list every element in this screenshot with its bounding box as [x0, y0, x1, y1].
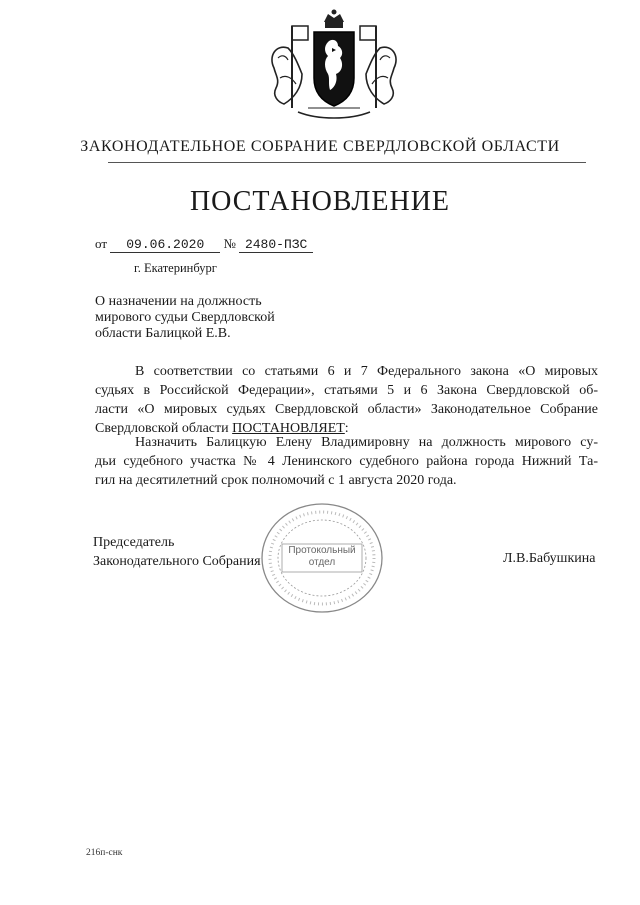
body-line: Назначить Балицкую Елену Владимировну на должность мирового су- [135, 435, 598, 450]
coat-of-arms-emblem [258, 8, 410, 124]
subject-line: мирового судьи Свердловской [95, 310, 275, 325]
date-prefix: от [95, 236, 108, 251]
body-line: В соответствии со статьями 6 и 7 Федерального закона «О мировых [135, 364, 598, 379]
signatory-title-line: Председатель [93, 535, 175, 550]
stamp-text: Протокольный [288, 545, 356, 556]
resolves-keyword: ПОСТАНОВЛЯЕТ [232, 421, 345, 436]
signatory-title-line: Законодательного Собрания [93, 554, 261, 569]
organization-name: ЗАКОНОДАТЕЛЬНОЕ СОБРАНИЕ СВЕРДЛОВСКОЙ ОБЛАСТИ [80, 138, 560, 155]
header-divider [108, 162, 586, 163]
document-type-title: ПОСТАНОВЛЕНИЕ [189, 186, 451, 217]
footer-code: 216п-снк [86, 848, 123, 858]
city-name: г. Екатеринбург [134, 261, 217, 275]
document-date: 09.06.2020 [110, 238, 220, 253]
subject-line: области Балицкой Е.В. [95, 326, 231, 341]
body-line: ласти «О мировых судьях Свердловской области» Законодательное Собрание [95, 402, 598, 417]
document-number: 2480-ПЗС [239, 238, 313, 253]
coat-of-arms-icon [258, 8, 410, 124]
body-text: Свердловской области [95, 421, 233, 436]
date-number-line [95, 236, 313, 253]
body-line: дьи судебного участка № 4 Ленинского судебного района города Нижний Та- [95, 454, 598, 469]
number-sign: № [223, 236, 236, 251]
subject-line: О назначении на должность [95, 294, 262, 309]
signatory-name: Л.В.Бабушкина [503, 551, 596, 566]
stamp-text: отдел [308, 557, 336, 568]
body-line: гил на десятилетний срок полномочий с 1 августа 2020 года. [95, 473, 457, 488]
body-line: судьях в Российской Федерации», статьями 5 и 6 Закона Свердловской об- [95, 383, 598, 398]
paragraph-preamble [95, 362, 598, 438]
official-stamp [258, 500, 386, 616]
body-text: : [344, 421, 349, 436]
paragraph-resolution [95, 433, 598, 490]
signatory-title [93, 533, 261, 571]
